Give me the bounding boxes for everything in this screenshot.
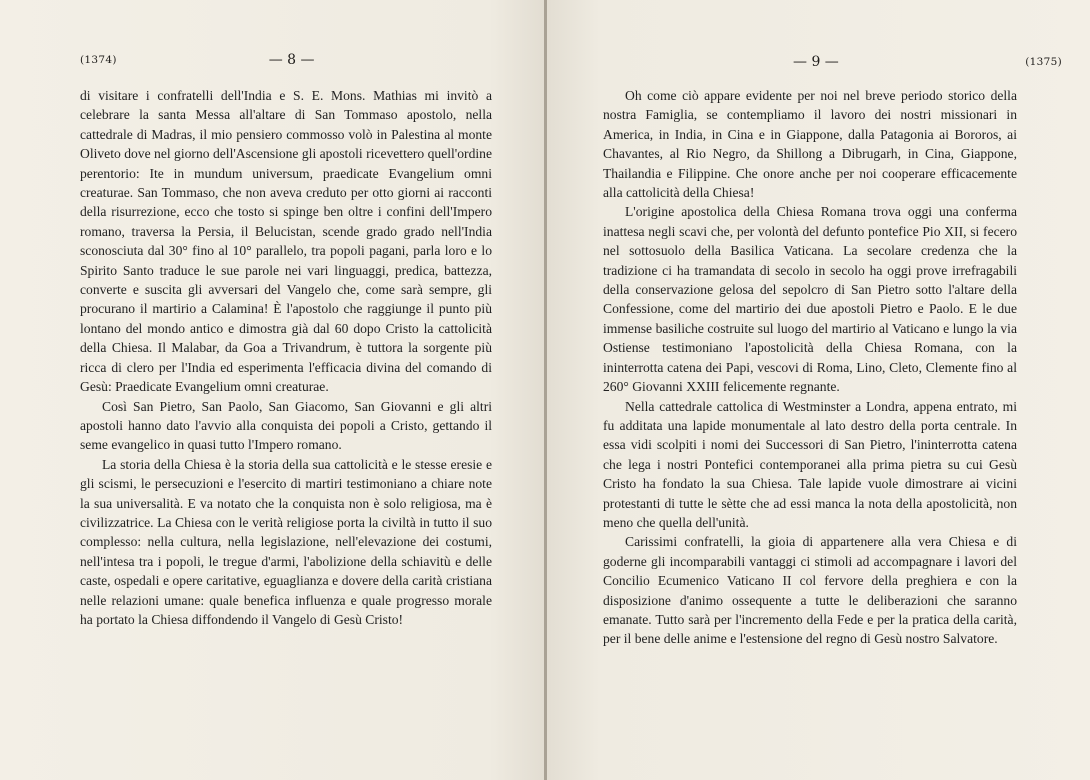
left-page-body bbox=[80, 86, 492, 629]
right-paragraph-2: L'origine apostolica della Chiesa Romana trova oggi una conferma inattesa negli scavi che, per volontà del defunto pontefice Pio XII, si fecero nel sottosuolo della Basilica Vaticana. La secolare credenza che la tradizione ci ha tramandata di secolo in secolo ha oggi prove irrefragabili della conservazione gelosa del sepolcro di San Pietro sotto l'altare della Confessione, come del martirio dei due apostoli Pietro e Paolo. E le due immense basiliche costruite sul luogo del martirio al Vaticano e lungo la via Ostiense testimoniano l'apostolicità della Chiesa Romana, con la ininterrotta catena dei Papi, vescovi di Roma, Lino, Cleto, Clemente fino al 260° Giovanni XXIII felicemente regnante. bbox=[603, 204, 1017, 395]
right-page bbox=[545, 0, 1090, 780]
book-gutter bbox=[544, 0, 547, 780]
left-page-number: — 8 — bbox=[268, 52, 315, 68]
right-paragraph-3: Nella cattedrale cattolica di Westminster a Londra, appena entrato, mi fu additata una lapide monumentale al lato destro della porta centrale. In essa vidi scolpiti i nomi dei Successori di San Pietro, l'ininterrotta catena che lega i nostri Pontefici contemporanei alla prima pietra su cui Gesù Cristo ha fondato la sua Chiesa. Tale lapide vuole dimostrare ai vicini protestanti di tutte le sètte che ad essi manca la nota della apostolicità, non meno che quella dell'unità. bbox=[603, 398, 1017, 530]
right-page-body bbox=[603, 86, 1017, 649]
left-paragraph-3: La storia della Chiesa è la storia della sua cattolicità e le stesse eresie e gli scismi, le persecuzioni e l'esercito di martiri testimoniano a chiare note la sua universalità. E va notato che la conquista non è solo religiosa, ma è civilizzatrice. La Chiesa con le verità religiose porta la civiltà in tutto il suo complesso: nella cultura, nella legislazione, nell'elevazione dei costumi, nell'intesa tra i popoli, le tregue d'armi, l'abolizione della schiavitù e delle caste, ospedali e opere caritative, eguaglianza e dovere della carità cristiana nelle relazioni umane: quale benefica influenza e quale progresso morale ha portato la Chiesa diffondendo il Vangelo di Gesù Cristo! bbox=[80, 456, 492, 627]
right-page-header bbox=[793, 52, 1062, 72]
left-paragraph-1: di visitare i confratelli dell'India e S. E. Mons. Mathias mi invitò a celebrare la santa Messa all'altare di San Tommaso apostolo, nella cattedrale di Madras, il mio pensiero commosso volò in Palestina al monte Oliveto dove nel giorno dell'Ascensione gli apostoli ricevettero quell'ordine perentorio: Ite in mundum universum, praedicate Evangelium omni creaturae. San Tommaso, che non aveva creduto per otto giorni ai racconti della risurrezione, ecco che tosto si spinge ben oltre i confini dell'Impero romano, traversa la Persia, il Belucistan, scende grado grado nell'India sconosciuta dal 30° fino al 10° parallelo, tra popoli pagani, parla loro e lo Spirito Santo traduce le sue parole nei vari linguaggi, predica, battezza, converte e suscita gli avversari del Vangelo che, come sarà sempre, gli procurano il martirio a Calamina! È l'apostolo che raggiunge il punto più lontano del mondo antico e dimostra già dal 60 dopo Cristo la cattolicità della Chiesa. Il Malabar, da Goa a Trivandrum, è tuttora la sorgente più ricca di clero per l'India ed esperimenta l'efficacia divina del comando di Gesù: Praedicate Evangelium omni creaturae. bbox=[80, 88, 492, 395]
left-paragraph-2: Così San Pietro, San Paolo, San Giacomo, San Giovanni e gli altri apostoli hanno dato l'avvio alla conquista dei popoli a Cristo, gettando il seme evangelico in quasi tutto l'Impero romano. bbox=[80, 398, 492, 453]
right-page-number: — 9 — bbox=[793, 54, 839, 70]
right-paragraph-1: Oh come ciò appare evidente per noi nel breve periodo storico della nostra Famiglia, se contempliamo il lavoro dei nostri missionari in America, in India, in Cina e in Giappone, dalla Patagonia ai Bororos, ai Chavantes, al Rio Negro, da Shillong a Dibrugarh, in Cina, Giappone, Thailandia e Filippine. Che onore anche per noi cooperare efficacemente alla cattolicità della Chiesa! bbox=[603, 88, 1017, 201]
right-paragraph-4: Carissimi confratelli, la gioia di appartenere alla vera Chiesa e di goderne gli incomparabili vantaggi ci stimoli ad accompagnare i lavori del Concilio Ecumenico Vaticano II col fervore della preghiera e con la disposizione d'animo ossequente a tutte le deliberazioni che saranno emanate. Tutto sarà per l'incremento della Fede e per la pratica della carità, per il bene delle anime e l'estensione del regno di Gesù nostro Salvatore. bbox=[603, 534, 1017, 647]
right-page-code: (1375) bbox=[1025, 56, 1062, 68]
left-page-header bbox=[80, 50, 492, 70]
left-page-code: (1374) bbox=[80, 54, 117, 66]
